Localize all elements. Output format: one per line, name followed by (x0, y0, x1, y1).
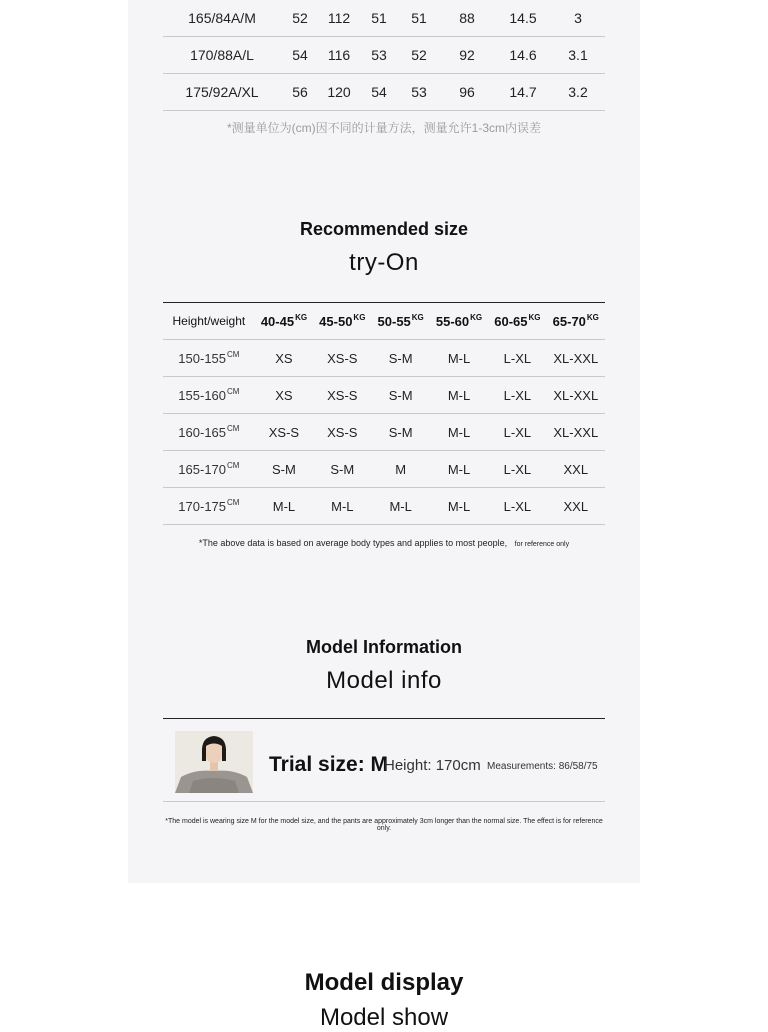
recommended-size-cell: M-L (430, 377, 488, 414)
size-cell: 165/84A/M (163, 0, 281, 37)
recommended-size-cell: XL-XXL (547, 414, 605, 451)
try-on-row (163, 377, 605, 414)
size-cell: 51 (399, 0, 439, 37)
size-cell: 56 (281, 74, 319, 111)
try-on-note-suffix: for reference only (514, 541, 570, 548)
recommended-size-cell: S-M (371, 377, 429, 414)
recommended-size-cell: L-XL (488, 377, 546, 414)
recommended-size-cell: XS-S (313, 414, 371, 451)
weight-range: 40-45 (260, 314, 295, 329)
size-cell: 14.7 (495, 74, 551, 111)
height-unit: CM (227, 424, 240, 433)
size-cell: 3.1 (551, 37, 605, 74)
model-display-title: Model display (304, 969, 464, 996)
weight-unit: KG (470, 313, 483, 322)
size-cell: 52 (281, 0, 319, 37)
size-cell: 53 (399, 74, 439, 111)
recommended-size-cell: M-L (255, 488, 313, 525)
size-cell: 112 (319, 0, 359, 37)
height-range: 160-165 (178, 425, 227, 440)
size-cell: 14.5 (495, 0, 551, 37)
weight-header (547, 303, 605, 340)
weight-header (430, 303, 488, 340)
recommended-size-cell: L-XL (488, 414, 546, 451)
try-on-subtitle: try-On (349, 249, 419, 276)
size-cell: 120 (319, 74, 359, 111)
measurement-note: *测量单位为(cm)因不同的计量方法，测量允许1-3cm内误差 (227, 121, 541, 135)
try-on-note (163, 538, 605, 548)
try-on-table (163, 302, 605, 525)
size-measurement-table (163, 0, 605, 111)
weight-range: 65-70 (552, 314, 586, 329)
size-cell: 92 (439, 37, 495, 74)
recommended-size-cell: L-XL (488, 488, 546, 525)
size-row (163, 74, 605, 111)
recommended-size-cell: M-L (430, 488, 488, 525)
size-cell: 96 (439, 74, 495, 111)
height-cell (163, 488, 255, 525)
size-cell: 51 (359, 0, 399, 37)
weight-range: 45-50 (319, 314, 353, 329)
model-info-card (163, 718, 605, 802)
recommended-size-cell: S-M (371, 414, 429, 451)
size-cell: 3.2 (551, 74, 605, 111)
recommended-size-cell: S-M (371, 340, 429, 377)
weight-header (371, 303, 429, 340)
recommended-size-cell: L-XL (488, 340, 546, 377)
recommended-size-cell: XS-S (313, 377, 371, 414)
weight-header (255, 303, 313, 340)
weight-unit: KG (411, 313, 424, 322)
recommended-size-cell: XS-S (255, 414, 313, 451)
weight-range: 60-65 (494, 314, 528, 329)
recommended-size-cell: M-L (430, 451, 488, 488)
recommended-size-cell: M-L (430, 340, 488, 377)
weight-header (488, 303, 546, 340)
model-information-title: Model Information (306, 637, 462, 657)
height-cell (163, 340, 255, 377)
recommended-size-cell: XXL (547, 488, 605, 525)
size-row (163, 37, 605, 74)
height-range: 170-175 (178, 499, 227, 514)
try-on-row (163, 451, 605, 488)
size-cell: 116 (319, 37, 359, 74)
size-cell: 170/88A/L (163, 37, 281, 74)
recommended-size-title: Recommended size (299, 219, 469, 239)
model-photo (175, 731, 253, 793)
height-range: 155-160 (178, 388, 227, 403)
weight-header (313, 303, 371, 340)
size-cell: 88 (439, 0, 495, 37)
height-cell (163, 377, 255, 414)
trial-size: Trial size: M (269, 753, 389, 776)
height-cell (163, 451, 255, 488)
model-info-subtitle: Model info (326, 667, 442, 694)
height-cell (163, 414, 255, 451)
try-on-note-text: *The above data is based on average body types and applies to most people, (198, 538, 508, 548)
size-cell: 54 (359, 74, 399, 111)
recommended-size-cell: XS (255, 340, 313, 377)
recommended-size-cell: XL-XXL (547, 377, 605, 414)
height-weight-header: Height/weight (163, 303, 255, 340)
try-on-row (163, 414, 605, 451)
model-note: *The model is wearing size M for the model size, and the pants are approximately 3cm longer than the normal size. The effect is for reference only. (165, 818, 603, 832)
recommended-size-cell: XL-XXL (547, 340, 605, 377)
recommended-size-cell: M-L (371, 488, 429, 525)
height-unit: CM (227, 498, 240, 507)
weight-unit: KG (353, 313, 366, 322)
height-unit: CM (227, 461, 240, 470)
try-on-row (163, 488, 605, 525)
size-cell: 53 (359, 37, 399, 74)
recommended-size-cell: XS-S (313, 340, 371, 377)
try-on-row (163, 340, 605, 377)
size-row (163, 0, 605, 37)
height-range: 150-155 (178, 351, 227, 366)
recommended-size-cell: S-M (255, 451, 313, 488)
weight-unit: KG (295, 313, 308, 322)
height-unit: CM (227, 387, 240, 396)
recommended-size-cell: M-L (430, 414, 488, 451)
model-measurements: Measurements: 86/58/75 (487, 761, 598, 772)
height-range: 165-170 (178, 462, 227, 477)
model-show-subtitle: Model show (319, 1004, 449, 1031)
recommended-size-cell: L-XL (488, 451, 546, 488)
recommended-size-cell: S-M (313, 451, 371, 488)
weight-range: 50-55 (377, 314, 411, 329)
recommended-size-cell: XS (255, 377, 313, 414)
height-unit: CM (227, 350, 240, 359)
weight-range: 55-60 (435, 314, 470, 329)
size-cell: 175/92A/XL (163, 74, 281, 111)
recommended-size-cell: M-L (313, 488, 371, 525)
weight-unit: KG (528, 313, 541, 322)
weight-unit: KG (586, 313, 599, 322)
size-cell: 52 (399, 37, 439, 74)
recommended-size-cell: M (371, 451, 429, 488)
try-on-header-row (163, 303, 605, 340)
size-cell: 3 (551, 0, 605, 37)
model-height: Height: 170cm (384, 757, 481, 774)
size-cell: 54 (281, 37, 319, 74)
recommended-size-cell: XXL (547, 451, 605, 488)
size-cell: 14.6 (495, 37, 551, 74)
